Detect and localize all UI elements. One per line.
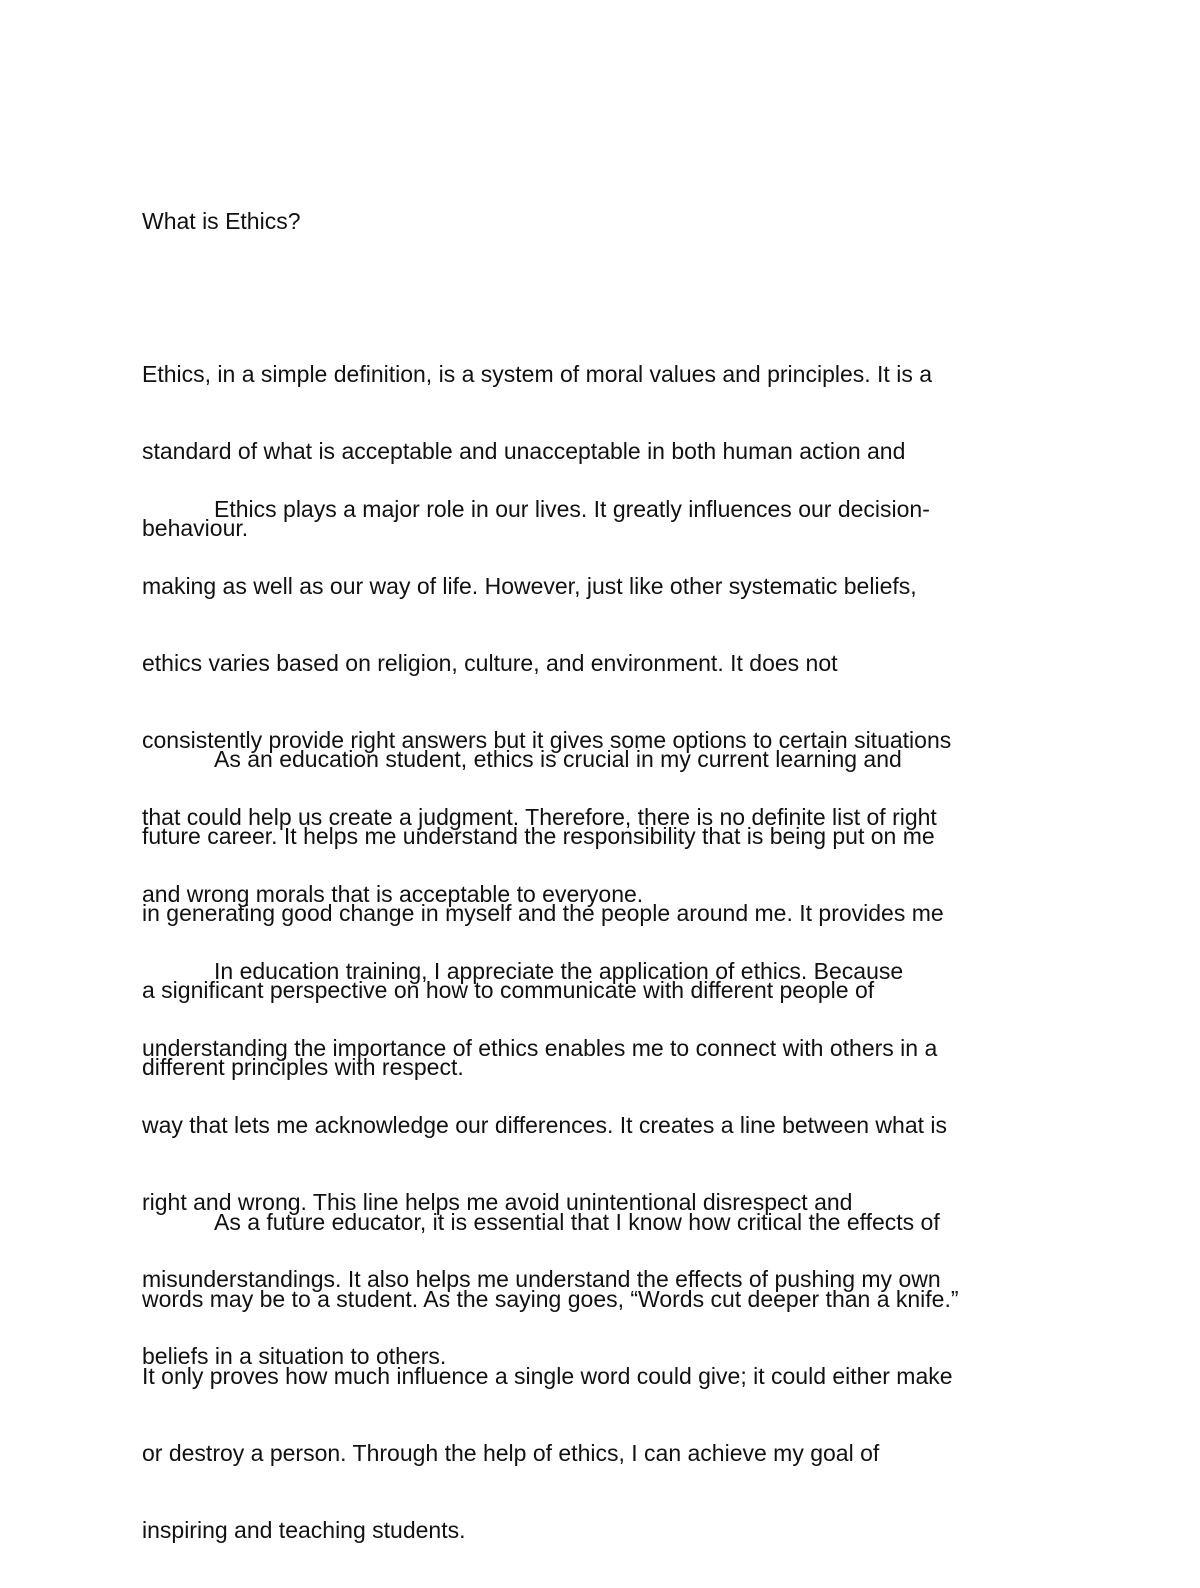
paragraph-line: different principles with respect. [142,1053,464,1080]
paragraph-line: or destroy a person. Through the help of ethics, I can achieve my goal of [142,1439,880,1466]
paragraph-line: making as well as our way of life. However, just like other systematic beliefs, [142,572,917,599]
paragraph-line: understanding the importance of ethics enables me to connect with others in a [142,1034,938,1061]
paragraph-line: standard of what is acceptable and unacceptable in both human action and [142,437,906,464]
paragraph-line: future career. It helps me understand the responsibility that is being put on me [142,822,935,849]
paragraph-line: Ethics, in a simple definition, is a system of moral values and principles. It is a [142,360,933,387]
paragraph-line: a significant perspective on how to communicate with different people of [142,976,875,1003]
paragraph-line: In education training, I appreciate the application of ethics. Because [214,957,904,984]
paragraph-line: It only proves how much influence a single word could give; it could either make [142,1362,953,1389]
paragraph-line: in generating good change in myself and the people around me. It provides me [142,899,944,926]
paragraph-line: beliefs in a situation to others. [142,1342,447,1369]
paragraph-line: and wrong morals that is acceptable to everyone. [142,880,644,907]
paragraph-line: way that lets me acknowledge our differences. It creates a line between what is [142,1111,948,1138]
paragraph-future-educator [142,1164,959,1588]
paragraph-line: inspiring and teaching students. [142,1516,466,1543]
paragraph-line: Ethics plays a major role in our lives. It greatly influences our decision- [214,495,930,522]
document-title: What is Ethics? [142,208,301,234]
paragraph-line: misunderstandings. It also helps me understand the effects of pushing my own [142,1265,941,1292]
paragraph-line: consistently provide right answers but it gives some options to certain situations [142,726,952,753]
paragraph-line: that could help us create a judgment. Therefore, there is no definite list of right [142,803,937,830]
paragraph-line: behaviour. [142,514,249,541]
paragraph-line: As a future educator, it is essential that I know how critical the effects of [214,1208,940,1235]
paragraph-line: right and wrong. This line helps me avoid unintentional disrespect and [142,1188,853,1215]
paragraph-line: ethics varies based on religion, culture, and environment. It does not [142,649,838,676]
paragraph-line: words may be to a student. As the saying goes, “Words cut deeper than a knife.” [142,1285,959,1312]
paragraph-line: As an education student, ethics is crucial in my current learning and [214,745,902,772]
